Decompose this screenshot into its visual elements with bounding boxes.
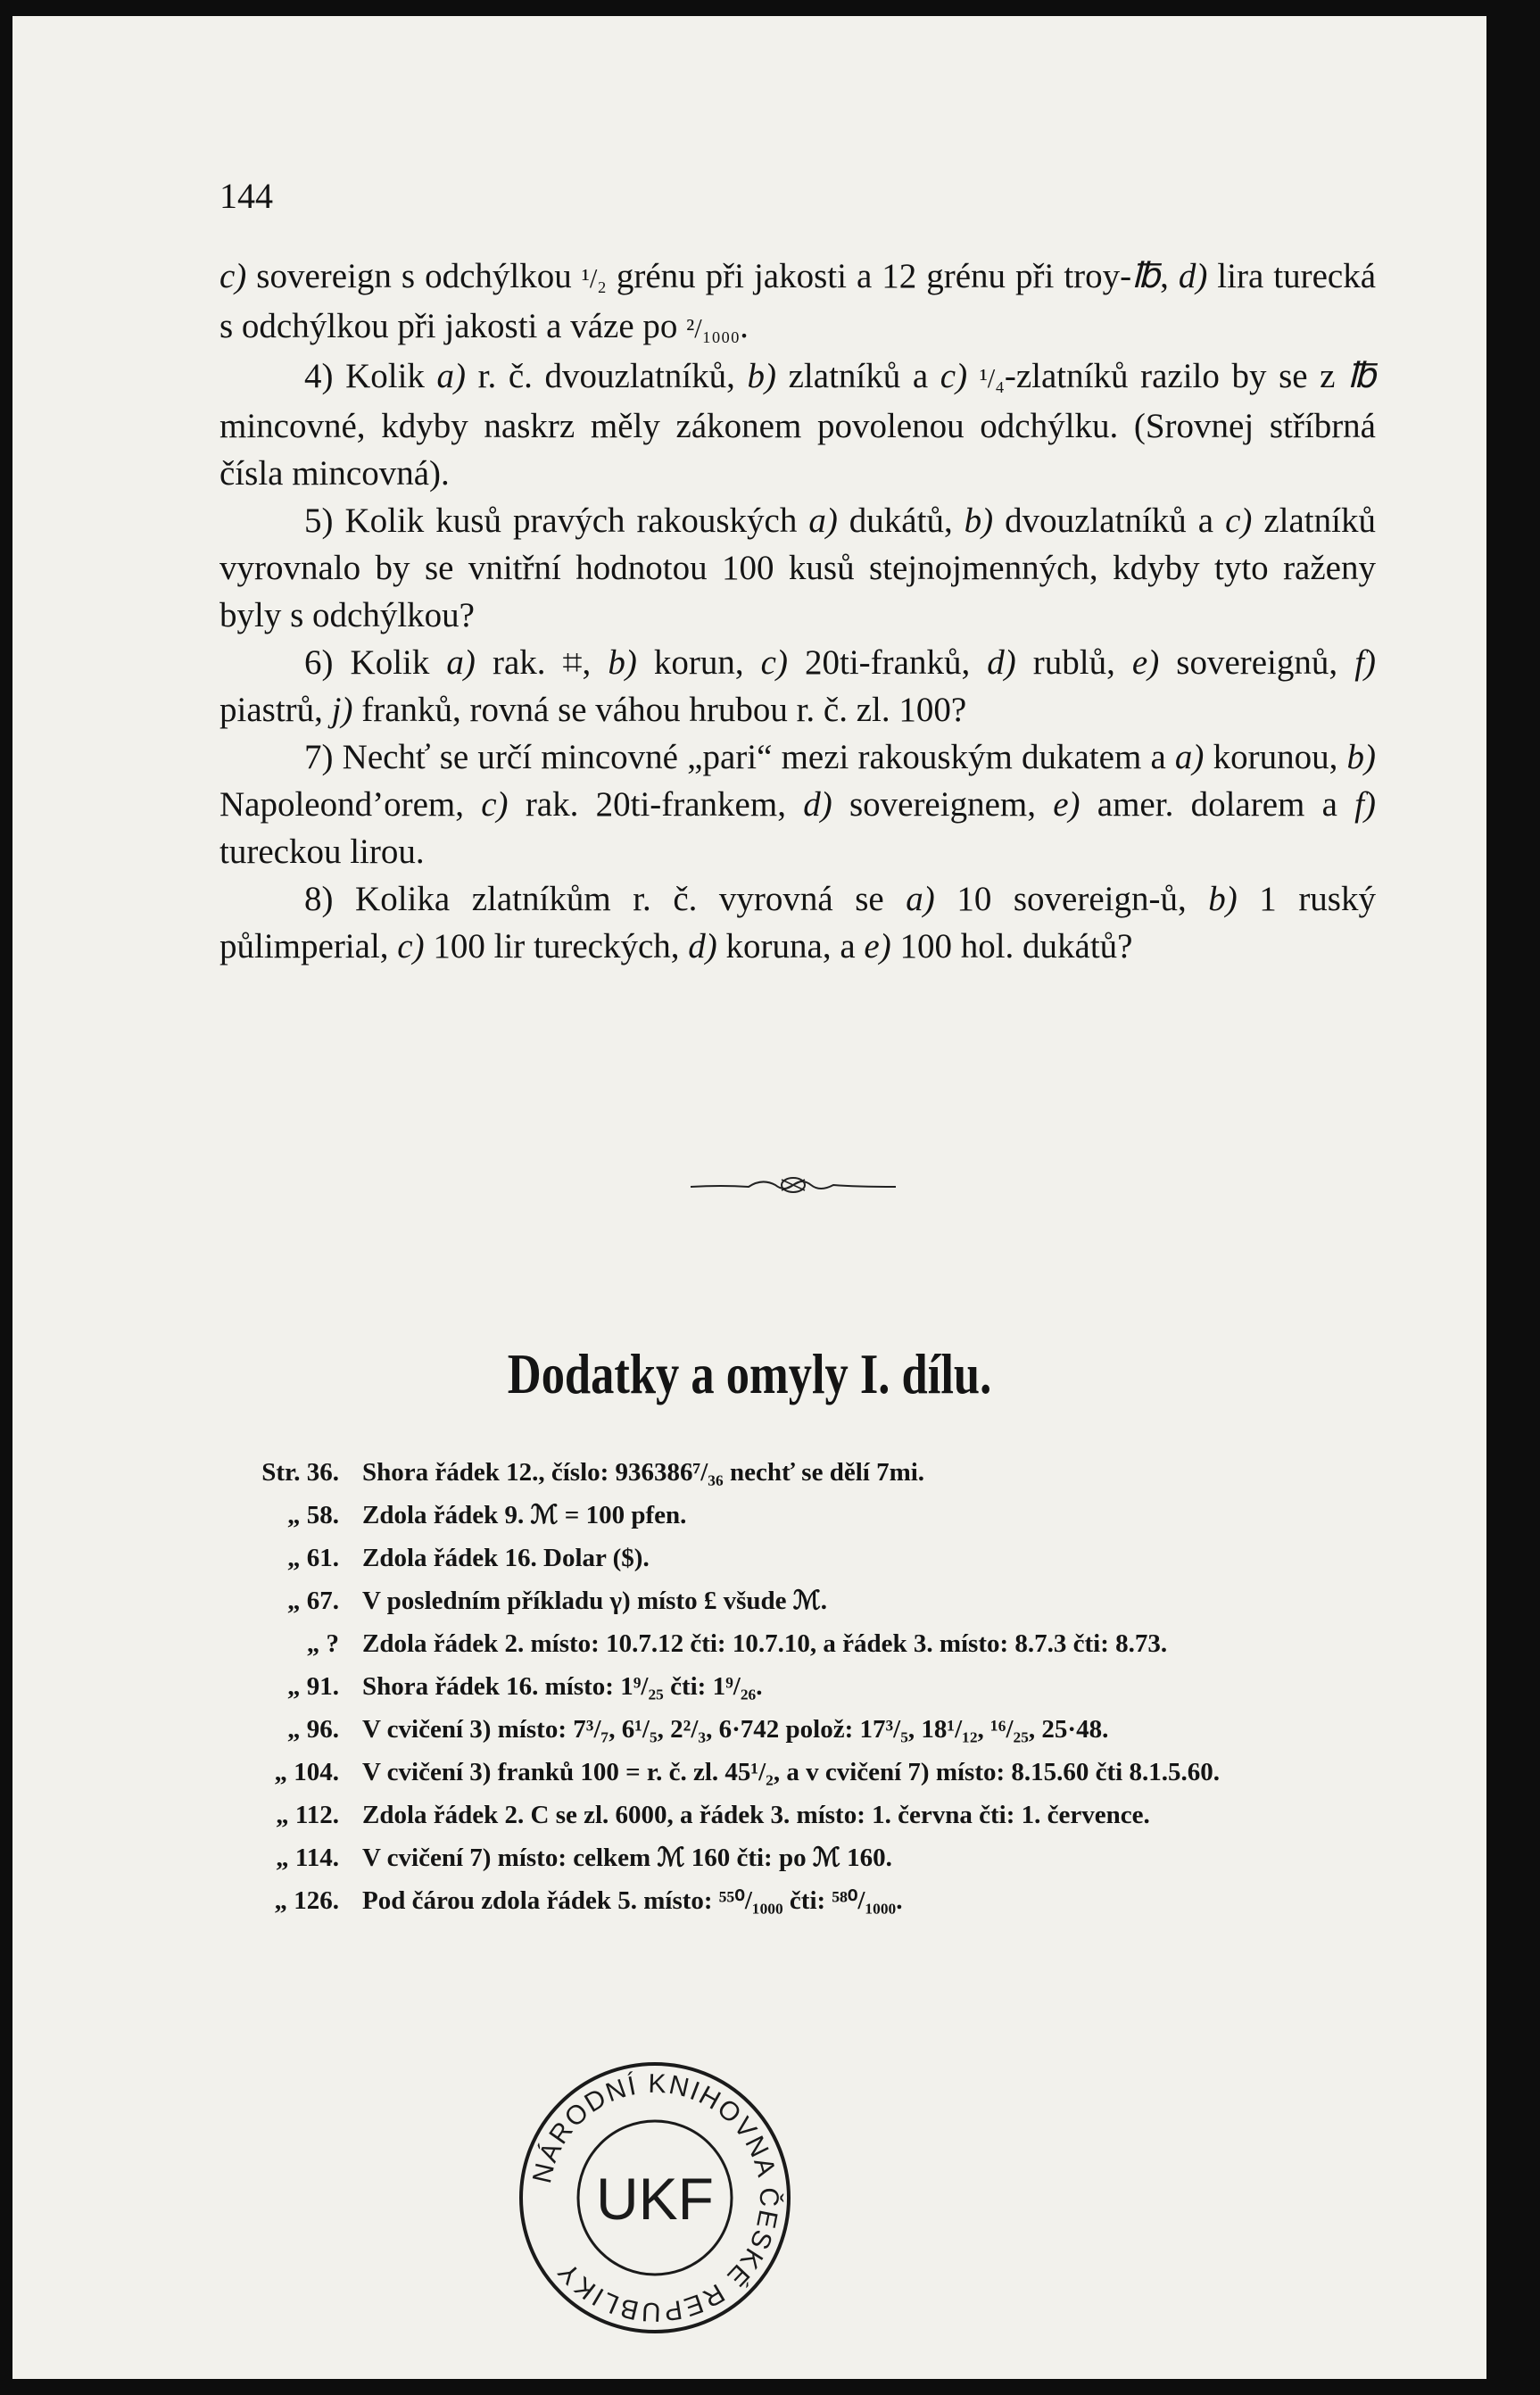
text-run: 5) Kolik kusů pravých rakouských xyxy=(304,501,809,540)
paragraph xyxy=(219,497,1376,639)
errata-correction: V cvičení 3) franků 100 = r. č. zl. 45¹/₂, a v cvičení 7) místo: 8.15.60 čti 8.1.5.60. xyxy=(362,1758,1220,1786)
paragraph xyxy=(219,875,1376,970)
item-label: b) xyxy=(747,357,776,395)
stamp-ring-text: NÁRODNÍ KNIHOVNA ČESKÉ REPUBLIKY xyxy=(527,2068,784,2327)
text-run: 8) Kolika zlatníkům r. č. vyrovná se xyxy=(304,880,907,918)
errata-row xyxy=(219,1883,1379,1918)
text-run: rak. 20ti-frankem, xyxy=(508,785,804,824)
text-run: 1 ruský půlimperial, xyxy=(219,880,1376,965)
text-run: tureckou lirou. xyxy=(219,833,425,871)
text-run: 20ti-franků, xyxy=(787,643,988,682)
item-label: f) xyxy=(1354,643,1377,682)
ornament-divider xyxy=(686,1167,900,1203)
item-label: a) xyxy=(1174,738,1205,776)
errata-row xyxy=(219,1840,1379,1876)
text-run: 100 lir tureckých, xyxy=(424,927,689,965)
text-run: zlatníků vyrovnalo by se vnitřní hodnotou 100 kusů stejnojmenných, kdyby tyto raženy byly s odchýlkou? xyxy=(219,501,1376,634)
text-run: korunou, xyxy=(1204,738,1347,776)
library-stamp xyxy=(512,2055,798,2341)
stamp-center-text: UKF xyxy=(596,2166,714,2232)
item-label: b) xyxy=(964,501,994,540)
errata-page-ref: „ 104. xyxy=(274,1758,339,1786)
errata-correction: Zdola řádek 9. ℳ = 100 pfen. xyxy=(362,1501,687,1529)
text-run: grénu při jakosti a 12 grénu při troy- xyxy=(606,257,1132,295)
item-label: c) xyxy=(397,927,425,965)
errata-page-ref: „ 114. xyxy=(276,1844,339,1872)
item-label: a) xyxy=(808,501,838,540)
text-run: zlatníků a xyxy=(776,357,940,395)
errata-row xyxy=(219,1754,1379,1790)
item-label: d) xyxy=(803,785,832,824)
text-run: koruna, a xyxy=(716,927,865,965)
item-label: d) xyxy=(1178,257,1208,295)
errata-page-ref: „ 96. xyxy=(287,1715,339,1744)
errata-row xyxy=(219,1583,1379,1619)
item-label: e) xyxy=(1131,643,1160,682)
text-run: 10 sovereign-ů, xyxy=(934,880,1209,918)
errata-correction: V posledním příkladu γ) místo £ všude ℳ. xyxy=(362,1587,828,1615)
text-run: amer. dolarem a xyxy=(1080,785,1355,824)
item-label: ℔ xyxy=(1347,357,1376,395)
exercise-text xyxy=(219,253,1376,970)
text-run xyxy=(967,357,980,395)
text-run: franků, rovná se váhou hrubou r. č. zl. 100? xyxy=(352,691,967,729)
errata-title: Dodatky a omyly I. dílu. xyxy=(507,1342,992,1405)
text-run: sovereign s odchýlkou xyxy=(246,257,582,295)
text-run: 100 hol. dukátů? xyxy=(890,927,1133,965)
errata-page-ref: „ ? xyxy=(306,1629,339,1658)
errata-correction: Zdola řádek 2. C se zl. 6000, a řádek 3. místo: 1. června čti: 1. července. xyxy=(362,1801,1150,1829)
errata-correction: Zdola řádek 2. místo: 10.7.12 čti: 10.7.10, a řádek 3. místo: 8.7.3 čti: 8.73. xyxy=(362,1629,1168,1658)
errata-correction: V cvičení 7) místo: celkem ℳ 160 čti: po ℳ 160. xyxy=(362,1844,892,1872)
item-label: b) xyxy=(608,643,637,682)
item-label: j) xyxy=(331,691,353,729)
book-page xyxy=(12,16,1486,2379)
text-run: . xyxy=(740,307,749,345)
errata-row xyxy=(219,1797,1379,1833)
text-run: dukátů, xyxy=(837,501,965,540)
item-label: c) xyxy=(481,785,509,824)
text-run: sovereignů, xyxy=(1159,643,1355,682)
text-run: mincovné, kdyby naskrz měly zákonem povolenou odchýlku. (Srovnej stříbrná čísla mincovná). xyxy=(219,407,1376,493)
item-label: c) xyxy=(1225,501,1253,540)
item-label: d) xyxy=(987,643,1016,682)
errata-correction: Zdola řádek 16. Dolar ($). xyxy=(362,1544,650,1572)
item-label: e) xyxy=(1053,785,1080,824)
paragraph xyxy=(219,639,1376,733)
text-run: rublů, xyxy=(1015,643,1132,682)
text-run: sovereignem, xyxy=(832,785,1054,824)
errata-row xyxy=(219,1626,1379,1662)
errata-page-ref: „ 67. xyxy=(287,1587,339,1615)
text-run: r. č. dvouzlatníků, xyxy=(466,357,748,395)
errata-page-ref: „ 112. xyxy=(276,1801,339,1829)
item-label: ℔ xyxy=(1131,257,1161,295)
item-label: a) xyxy=(446,643,476,682)
text-run: ¹/₄ xyxy=(979,363,1005,394)
paragraph xyxy=(219,352,1376,497)
item-label: c) xyxy=(940,357,968,395)
errata-page-ref: „ 61. xyxy=(287,1544,339,1572)
text-run: piastrů, xyxy=(219,691,332,729)
errata-page-ref: Str. 36. xyxy=(261,1458,339,1487)
text-run: 6) Kolik xyxy=(304,643,447,682)
item-label: c) xyxy=(760,643,788,682)
errata-correction: V cvičení 3) místo: 7³/₇, 6¹/₅, 2²/₃, 6·742 polož: 17³/₅, 18¹/₁₂, ¹⁶/₂₅, 25·48. xyxy=(362,1715,1109,1744)
errata-row xyxy=(219,1497,1379,1533)
errata-page-ref: „ 91. xyxy=(287,1672,339,1701)
item-label: a) xyxy=(906,880,935,918)
item-label: a) xyxy=(436,357,467,395)
text-run: Napoleond’orem, xyxy=(219,785,482,824)
item-label: b) xyxy=(1208,880,1238,918)
text-run: lira turecká s odchýlkou při jakosti a váze po xyxy=(219,257,1377,345)
errata-list xyxy=(219,1454,1379,1926)
errata-correction: Shora řádek 16. místo: 1⁹/₂₅ čti: 1⁹/₂₆. xyxy=(362,1672,763,1701)
text-run: dvouzlatníků a xyxy=(993,501,1226,540)
errata-row xyxy=(219,1711,1379,1747)
errata-row xyxy=(219,1669,1379,1704)
text-run: 4) Kolik xyxy=(304,357,437,395)
paragraph xyxy=(219,253,1376,352)
item-label: e) xyxy=(864,927,891,965)
text-run: 7) Nechť se určí mincovné „pari“ mezi rakouským dukatem a xyxy=(304,738,1175,776)
paragraph xyxy=(219,733,1376,875)
text-run: korun, xyxy=(636,643,761,682)
page-number: 144 xyxy=(219,176,273,216)
item-label: c) xyxy=(219,257,247,295)
errata-page-ref: „ 126. xyxy=(274,1886,339,1915)
text-run: ²/₁₀₀₀ xyxy=(686,313,741,344)
errata-correction: Pod čárou zdola řádek 5. místo: ⁵⁵⁰/₁₀₀₀ čti: ⁵⁸⁰/₁₀₀₀. xyxy=(362,1886,903,1915)
item-label: f) xyxy=(1354,785,1376,824)
text-run: ¹/₂ xyxy=(581,263,607,294)
errata-correction: Shora řádek 12., číslo: 936386⁷/₃₆ nechť se dělí 7mi. xyxy=(362,1458,925,1487)
errata-row xyxy=(219,1540,1379,1576)
item-label: b) xyxy=(1346,738,1376,776)
errata-row xyxy=(219,1454,1379,1490)
errata-page-ref: „ 58. xyxy=(287,1501,339,1529)
text-run: , xyxy=(1160,257,1179,295)
text-run: -zlatníků razilo by se z xyxy=(1004,357,1348,395)
item-label: d) xyxy=(688,927,717,965)
text-run: rak. ⌗, xyxy=(475,643,609,682)
